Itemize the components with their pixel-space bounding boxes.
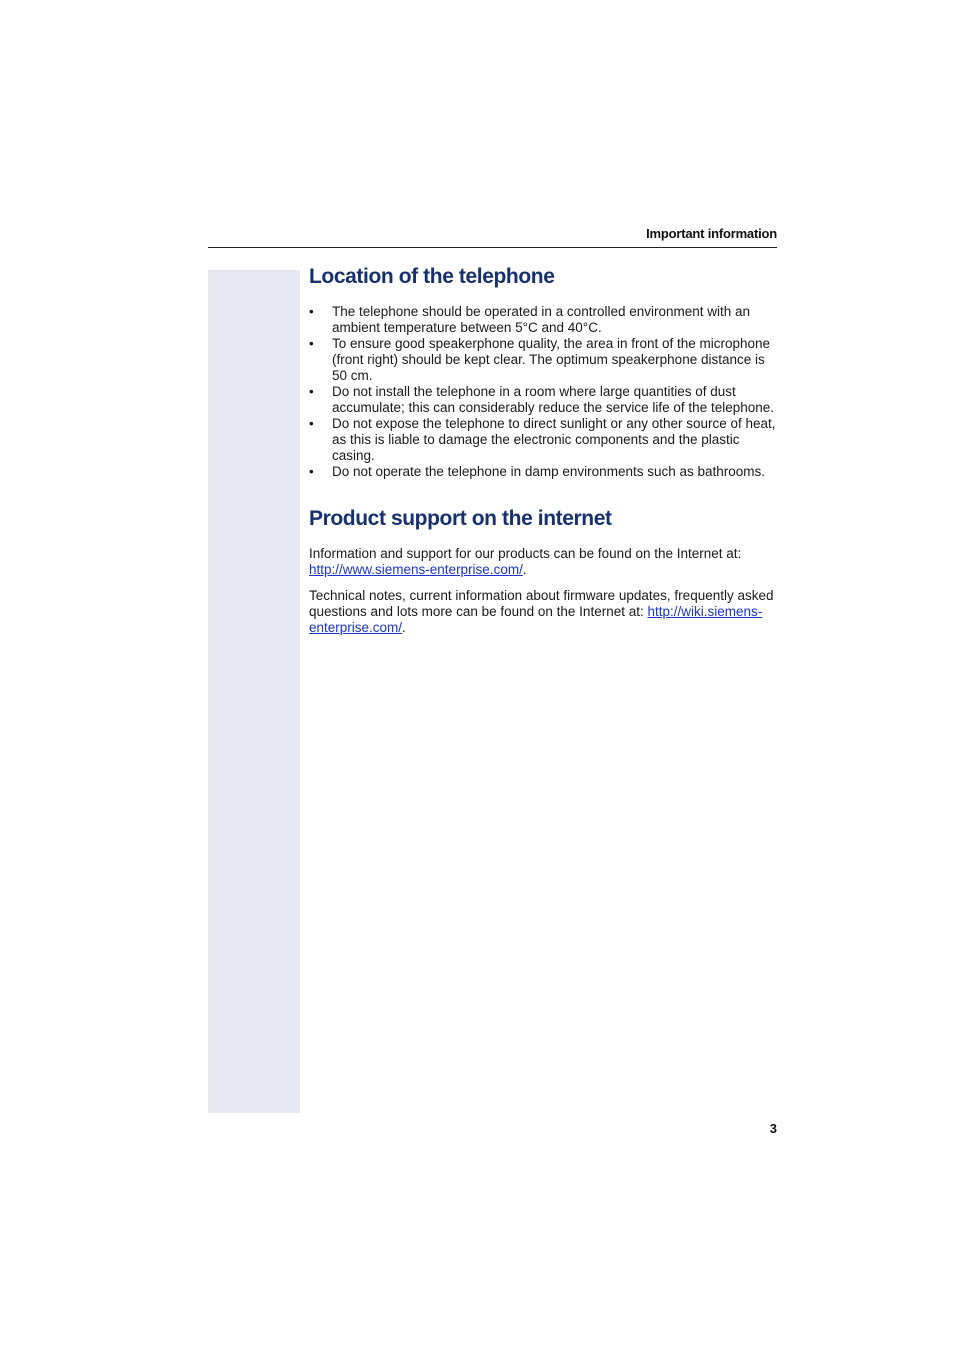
paragraph-text: Technical notes, current information about firmware updates, frequently asked questions and lots more can be found on the Internet at:	[309, 588, 774, 619]
bullet-icon: •	[309, 304, 314, 319]
bullet-icon: •	[309, 336, 314, 351]
support-paragraph-1	[309, 546, 777, 578]
paragraph-end: .	[522, 562, 527, 577]
paragraph-end: .	[402, 620, 406, 635]
bullet-text: Do not expose the telephone to direct sunlight or any other source of heat, as this is liable to damage the electronic components and the plastic casing.	[332, 416, 776, 463]
location-heading: Location of the telephone	[309, 265, 555, 288]
list-item	[309, 416, 777, 464]
siemens-enterprise-link[interactable]: http://www.siemens-enterprise.com/	[309, 562, 523, 577]
support-heading: Product support on the internet	[309, 507, 612, 530]
bullet-text: Do not operate the telephone in damp environments such as bathrooms.	[332, 464, 766, 479]
main-content	[309, 262, 777, 636]
bullet-icon: •	[309, 416, 314, 431]
bullet-icon: •	[309, 464, 314, 479]
running-header-title: Important information	[646, 226, 777, 241]
list-item	[309, 464, 777, 480]
list-item	[309, 304, 777, 336]
page-number: 3	[769, 1121, 777, 1136]
bullet-icon: •	[309, 384, 314, 399]
bullet-text: The telephone should be operated in a controlled environment with an ambient temperature between 5°C and 40°C.	[332, 304, 751, 335]
side-margin-band	[208, 270, 300, 1113]
bullet-text: To ensure good speakerphone quality, the area in front of the microphone (front right) should be kept clear. The optimum speakerphone distance is 50 cm.	[332, 336, 771, 383]
section-spacer	[309, 480, 777, 504]
list-item	[309, 384, 777, 416]
support-paragraph-2	[309, 588, 777, 636]
bullet-text: Do not install the telephone in a room where large quantities of dust accumulate; this can considerably reduce the service life of the telephone.	[332, 384, 775, 415]
paragraph-text: Information and support for our products can be found on the Internet at:	[309, 546, 742, 561]
siemens-wiki-link[interactable]: http://wiki.siemens-enterprise.com/	[309, 604, 763, 635]
list-item	[309, 336, 777, 384]
location-bullet-list	[309, 304, 777, 480]
header-divider	[208, 247, 777, 248]
